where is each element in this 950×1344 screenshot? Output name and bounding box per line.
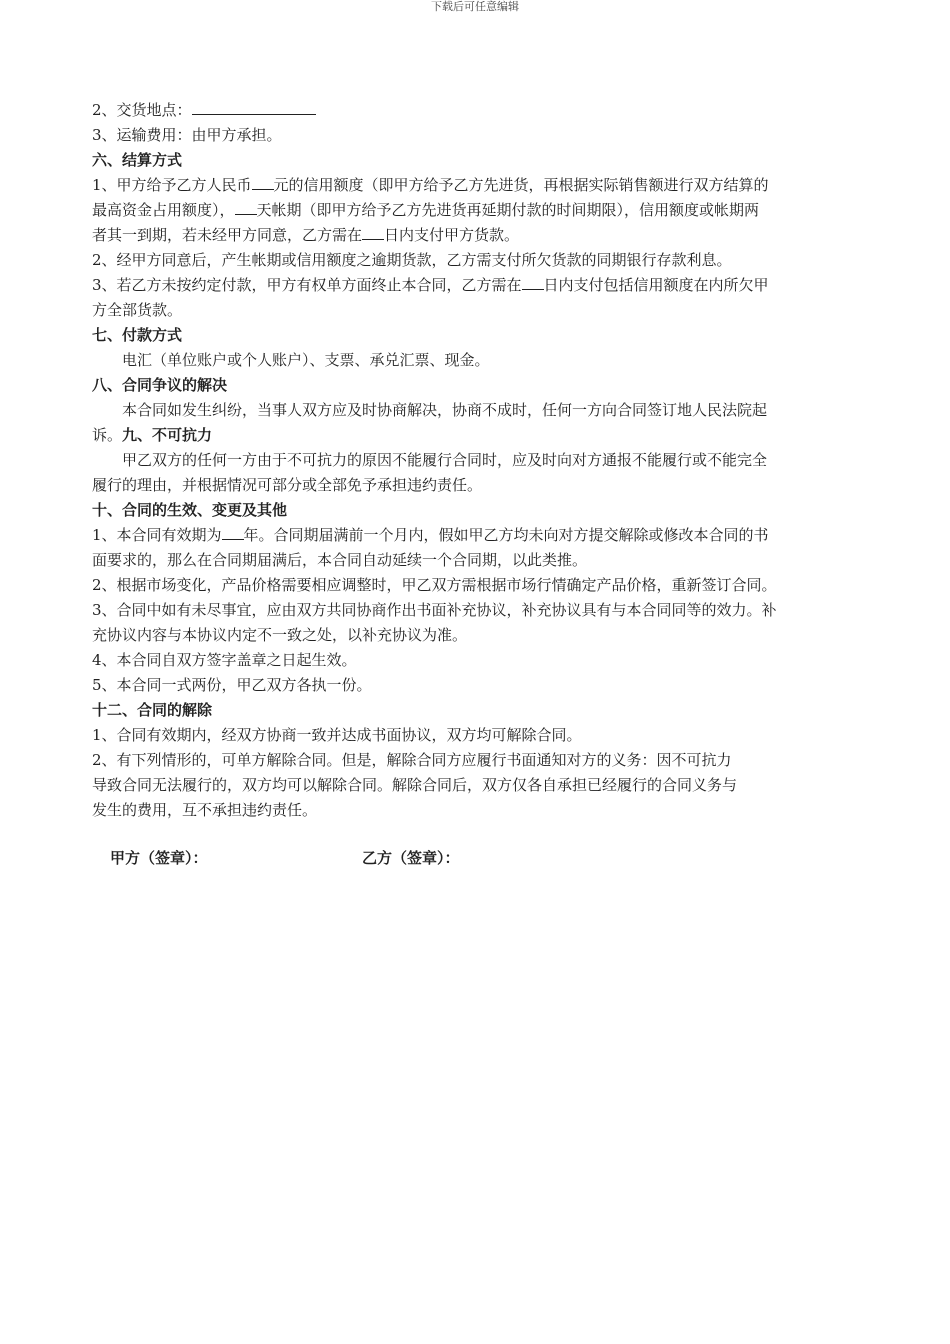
- body-line: 3、运输费用：由甲方承担。: [92, 126, 282, 144]
- body-line: 电汇（单位账户或个人账户）、支票、承兑汇票、现金。: [122, 351, 490, 369]
- field-label: 2、交货地点：: [92, 101, 192, 119]
- contract-body: [92, 98, 862, 823]
- body-line: 5、本合同一式两份，甲乙双方各执一份。: [92, 676, 372, 694]
- body-text: 1、甲方给予乙方人民币: [92, 176, 252, 194]
- body-text: 面要求的，那么在合同期届满后，本合同自动延续一个合同期，以此类推。: [92, 551, 588, 569]
- body-text: 诉。: [92, 426, 123, 444]
- section-heading: 六、结算方式: [92, 151, 183, 169]
- body-line: 2、有下列情形的，可单方解除合同。但是，解除合同方应履行书面通知对方的义务：因不可抗力: [92, 751, 732, 769]
- body-line: 3、合同中如有未尽事宜，应由双方共同协商作出书面补充协议，补充协议具有与本合同同等的效力。补: [92, 601, 777, 619]
- body-text: 年。合同期届满前一个月内，假如甲乙方均未向对方提交解除或修改本合同的书: [243, 526, 769, 544]
- fill-in-blank: [522, 273, 544, 290]
- body-text: 最高资金占用额度），: [92, 201, 235, 219]
- body-line: [92, 223, 862, 248]
- body-text: 方全部货款。: [92, 301, 183, 319]
- body-text: 3、若乙方未按约定付款，甲方有权单方面终止本合同，乙方需在: [92, 276, 522, 294]
- section-heading: 九、不可抗力: [122, 426, 213, 444]
- body-text: 日内支付包括信用额度在内所欠甲: [543, 276, 769, 294]
- body-text: 元的信用额度（即甲方给予乙方先进货，再根据实际销售额进行双方结算的: [273, 176, 769, 194]
- body-line: [92, 98, 862, 123]
- body-text: 者其一到期，若未经甲方同意，乙方需在: [92, 226, 363, 244]
- body-line: 导致合同无法履行的，双方均可以解除合同。解除合同后，双方仅各自承担已经履行的合同义务与: [92, 776, 738, 794]
- body-line: [92, 173, 862, 198]
- body-line: [92, 273, 862, 298]
- body-line: 充协议内容与本协议内定不一致之处，以补充协议为准。: [92, 626, 468, 644]
- fill-in-blank: [222, 523, 244, 540]
- section-heading: 十二、合同的解除: [92, 701, 213, 719]
- body-line: [92, 298, 862, 323]
- body-line: 4、本合同自双方签字盖章之日起生效。: [92, 651, 357, 669]
- fill-in-blank: [235, 198, 257, 215]
- section-heading: 十、合同的生效、变更及其他: [92, 501, 288, 519]
- section-heading: 七、付款方式: [92, 326, 183, 344]
- page-header: 下载后可任意编辑: [431, 0, 519, 13]
- fill-in-blank: [252, 173, 274, 190]
- body-line: [92, 548, 862, 573]
- party-b-signature-label: 乙方（签章）：: [362, 849, 460, 867]
- body-text: 日内支付甲方货款。: [384, 226, 520, 244]
- fill-in-blank: [192, 98, 316, 115]
- body-line: 本合同如发生纠纷，当事人双方应及时协商解决，协商不成时，任何一方向合同签订地人民法院起: [122, 401, 768, 419]
- body-text: 1、本合同有效期为: [92, 526, 222, 544]
- party-a-signature-label: 甲方（签章）：: [110, 849, 208, 867]
- fill-in-blank: [362, 223, 384, 240]
- body-line: [92, 198, 862, 223]
- body-line: [92, 523, 862, 548]
- body-line: [92, 423, 862, 448]
- body-line: 2、经甲方同意后，产生帐期或信用额度之逾期货款，乙方需支付所欠货款的同期银行存款利息。: [92, 251, 732, 269]
- body-line: 2、根据市场变化，产品价格需要相应调整时，甲乙双方需根据市场行情确定产品价格，重新签订合同。: [92, 576, 777, 594]
- body-text: 天帐期（即甲方给予乙方先进货再延期付款的时间期限），信用额度或帐期两: [256, 201, 760, 219]
- body-line: 1、合同有效期内，经双方协商一致并达成书面协议，双方均可解除合同。: [92, 726, 582, 744]
- section-heading: 八、合同争议的解决: [92, 376, 228, 394]
- body-line: 甲乙双方的任何一方由于不可抗力的原因不能履行合同时，应及时向对方通报不能履行或不能完全: [122, 451, 768, 469]
- body-line: 发生的费用，互不承担违约责任。: [92, 801, 318, 819]
- body-line: 履行的理由，并根据情况可部分或全部免予承担违约责任。: [92, 476, 483, 494]
- signature-row: [110, 846, 810, 871]
